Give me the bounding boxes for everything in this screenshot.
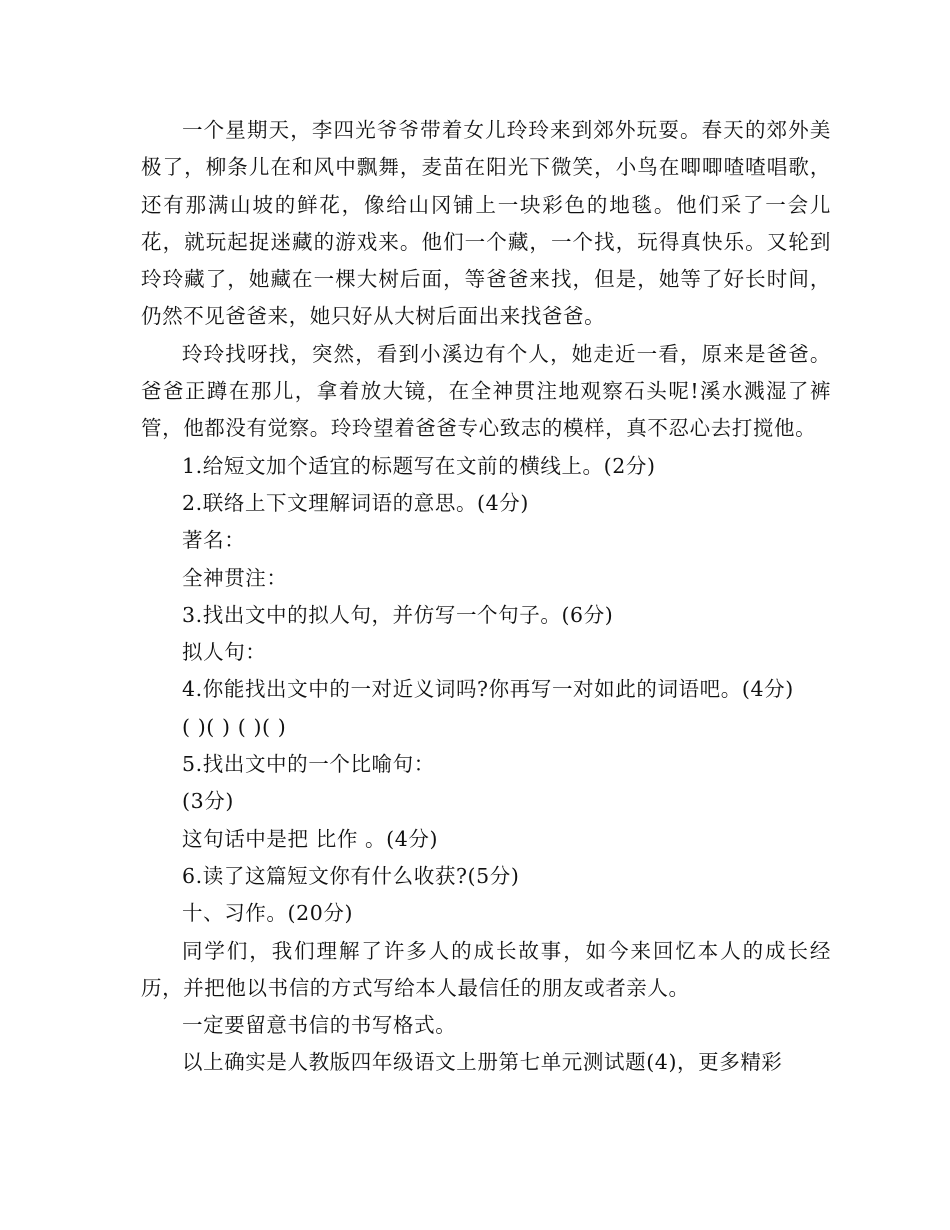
question-3-label: 拟人句： <box>182 640 267 665</box>
question-2-term-1: 著名： <box>182 528 246 553</box>
question-2: 2.联络上下文理解词语的意思。(4分) <box>182 490 529 515</box>
question-2-term-2: 全神贯注： <box>182 565 288 590</box>
question-4-blanks: ( )( ) ( )( ) <box>182 714 287 739</box>
question-3: 3.找出文中的拟人句，并仿写一个句子。(6分) <box>182 602 614 627</box>
composition-heading: 十、习作。(20分) <box>182 901 354 926</box>
question-6: 6.读了这篇短文你有什么收获?(5分) <box>182 863 520 888</box>
question-1: 1.给短文加个适宜的标题写在文前的横线上。(2分) <box>182 453 656 478</box>
composition-prompt: 同学们，我们理解了许多人的成长故事，如今来回忆本人的成长经历，并把他以书信的方式写给本人最信任的朋友或者亲人。 <box>141 938 831 1000</box>
story-paragraph-1: 一个星期天，李四光爷爷带着女儿玲玲来到郊外玩耍。春天的郊外美极了，柳条儿在和风中飘舞，麦苗在阳光下微笑，小鸟在唧唧喳喳唱歌，还有那满山坡的鲜花，像给山冈铺上一块彩色的地毯。他们采了一会儿花，就玩起捉迷藏的游戏来。他们一个藏，一个找，玩得真快乐。又轮到玲玲藏了，她藏在一棵大树后面，等爸爸来找，但是，她等了好长时间，仍然不见爸爸来，她只好从大树后面出来找爸爸。 <box>141 118 831 329</box>
closing-line: 以上确实是人教版四年级语文上册第七单元测试题(4)，更多精彩 <box>182 1050 783 1075</box>
question-5-compare: 这句话中是把 比作 。(4分) <box>182 826 439 851</box>
question-4: 4.你能找出文中的一对近义词吗?你再写一对如此的词语吧。(4分) <box>182 677 794 702</box>
document-body <box>141 112 831 1082</box>
question-5-score: (3分) <box>182 789 234 814</box>
composition-note: 一定要留意书信的书写格式。 <box>182 1013 457 1038</box>
question-5: 5.找出文中的一个比喻句： <box>182 752 435 777</box>
story-paragraph-2: 玲玲找呀找，突然，看到小溪边有个人，她走近一看，原来是爸爸。爸爸正蹲在那儿，拿着放大镜，在全神贯注地观察石头呢!溪水溅湿了裤管，他都没有觉察。玲玲望着爸爸专心致志的模样，真不忍心去打搅他。 <box>141 341 831 441</box>
